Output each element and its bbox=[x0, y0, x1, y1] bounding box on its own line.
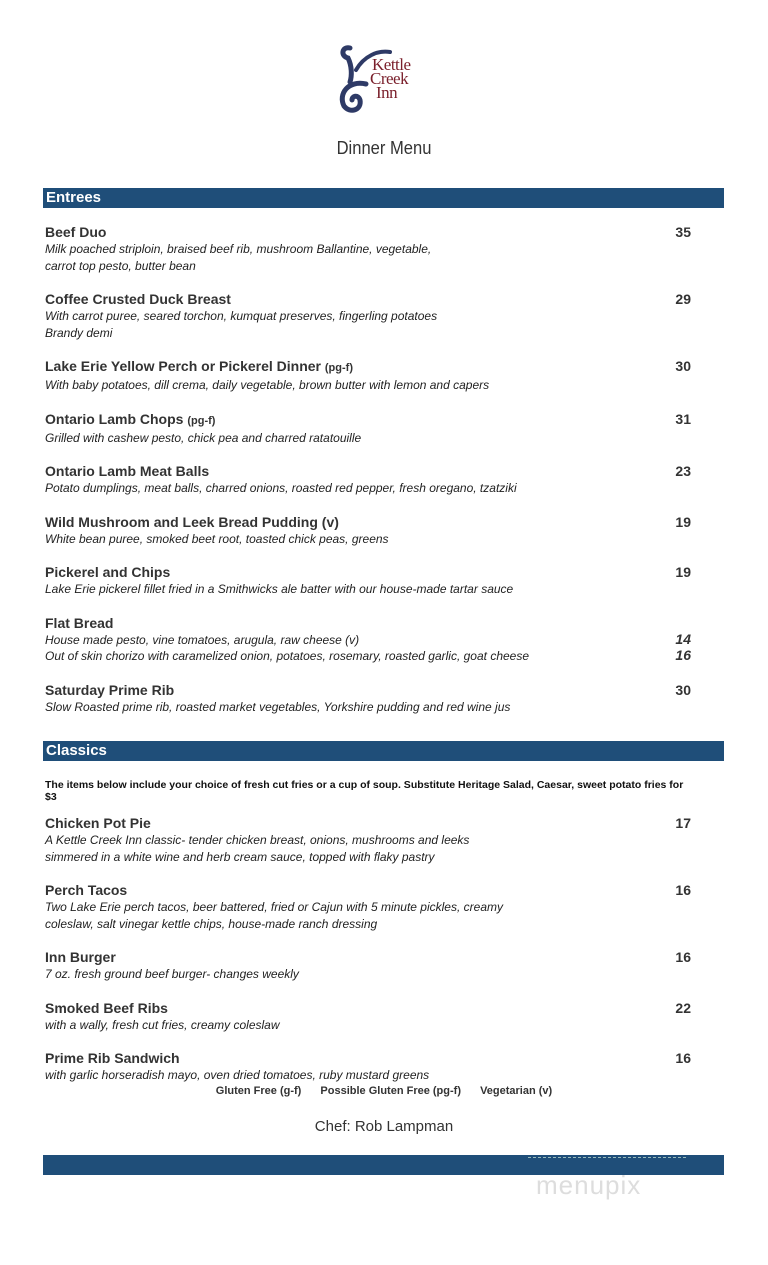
description-text: simmered in a white wine and herb cream sauce, topped with flaky pastry bbox=[45, 849, 435, 864]
menu-item bbox=[45, 291, 695, 341]
item-name bbox=[45, 291, 695, 308]
menu-item bbox=[45, 882, 695, 932]
description-text: 7 oz. fresh ground beef burger- changes weekly bbox=[45, 967, 299, 981]
entrees-list bbox=[45, 224, 695, 732]
variant-price: 14 bbox=[675, 630, 691, 647]
classics-note: The items below include your choice of fresh cut fries or a cup of soup. Substitute Heritage Salad, Caesar, sweet potato fries for $3 bbox=[45, 779, 684, 803]
menu-item bbox=[45, 224, 695, 274]
item-description bbox=[45, 480, 695, 497]
item-price: 31 bbox=[675, 410, 691, 427]
logo-line: Kettle bbox=[372, 55, 411, 74]
description-text: Out of skin chorizo with caramelized onion, potatoes, rosemary, roasted garlic, goat cheese bbox=[45, 649, 530, 663]
item-name-text: Inn Burger bbox=[45, 949, 116, 965]
item-price: 16 bbox=[675, 1050, 691, 1066]
description-text: Slow Roasted prime rib, roasted market vegetables, Yorkshire pudding and red wine jus bbox=[45, 699, 511, 714]
item-price: 29 bbox=[675, 291, 691, 307]
watermark-border bbox=[528, 1157, 686, 1158]
dietary-tag: (pg-f) bbox=[187, 414, 216, 427]
item-name-text: Lake Erie Yellow Perch or Pickerel Dinner bbox=[45, 358, 321, 374]
chef-credit: Chef: Rob Lampman bbox=[314, 1118, 454, 1135]
item-name-text: Ontario Lamb Meat Balls bbox=[45, 463, 210, 479]
description-text: With carrot puree, seared torchon, kumquat preserves, fingerling potatoes bbox=[45, 309, 438, 323]
variant-price: 16 bbox=[675, 647, 691, 663]
item-price: 16 bbox=[675, 882, 691, 898]
item-description bbox=[45, 308, 695, 325]
logo-text bbox=[370, 55, 411, 102]
legend-item: Gluten Free (g-f) bbox=[215, 1085, 302, 1097]
legend-item: Vegetarian (v) bbox=[480, 1085, 553, 1097]
item-name bbox=[45, 411, 695, 430]
item-name bbox=[45, 882, 695, 899]
item-name bbox=[45, 358, 695, 377]
item-price: 30 bbox=[675, 358, 691, 374]
dietary-legend bbox=[0, 1085, 768, 1097]
description-text: Milk poached striploin, braised beef rib, mushroom Ballantine, vegetable, bbox=[45, 242, 432, 256]
menu-item bbox=[45, 514, 695, 548]
menu-item bbox=[45, 1000, 695, 1034]
logo-line: Creek bbox=[370, 69, 409, 88]
menu-item bbox=[45, 463, 695, 497]
item-description bbox=[45, 258, 695, 275]
menu-item bbox=[45, 949, 695, 983]
item-name-text: Prime Rib Sandwich bbox=[45, 1050, 180, 1066]
menu-item bbox=[45, 815, 695, 865]
item-description bbox=[45, 430, 695, 447]
item-price: 19 bbox=[675, 564, 691, 580]
description-text: Two Lake Erie perch tacos, beer battered, fried or Cajun with 5 minute pickles, creamy bbox=[45, 900, 503, 914]
legend-item: Possible Gluten Free (pg-f) bbox=[320, 1085, 461, 1097]
item-price: 22 bbox=[675, 999, 691, 1016]
item-name bbox=[45, 949, 695, 966]
item-description bbox=[45, 832, 695, 849]
item-name bbox=[45, 463, 695, 480]
item-name bbox=[45, 1000, 695, 1017]
item-price: 17 bbox=[675, 815, 691, 831]
item-description bbox=[45, 699, 695, 716]
description-text: Lake Erie pickerel fillet fried in a Smithwicks ale batter with our house-made tartar sauce bbox=[45, 582, 514, 596]
menu-item bbox=[45, 682, 695, 716]
item-description bbox=[45, 1017, 695, 1034]
item-name-text: Wild Mushroom and Leek Bread Pudding (v) bbox=[45, 513, 339, 530]
description-text: with a wally, fresh cut fries, creamy coleslaw bbox=[45, 1017, 280, 1032]
item-price: 35 bbox=[675, 224, 691, 240]
description-text: Grilled with cashew pesto, chick pea and charred ratatouille bbox=[45, 430, 362, 445]
item-name-text: Smoked Beef Ribs bbox=[45, 999, 168, 1016]
item-description bbox=[45, 377, 695, 394]
item-description bbox=[45, 899, 695, 916]
menu-item bbox=[45, 1050, 695, 1084]
dietary-tag: (pg-f) bbox=[324, 362, 353, 374]
item-description bbox=[45, 849, 695, 866]
item-price: 19 bbox=[675, 513, 691, 530]
page-title: Dinner Menu bbox=[336, 138, 432, 158]
description-text: House made pesto, vine tomatoes, arugula, raw cheese (v) bbox=[45, 632, 360, 647]
description-text: Potato dumplings, meat balls, charred onions, roasted red pepper, fresh oregano, tzatziki bbox=[45, 481, 517, 495]
item-name bbox=[45, 514, 695, 531]
item-name-text: Chicken Pot Pie bbox=[45, 815, 151, 831]
item-name-text: Beef Duo bbox=[45, 224, 107, 240]
item-name-text: Ontario Lamb Chops bbox=[45, 410, 184, 427]
item-name-text: Coffee Crusted Duck Breast bbox=[45, 291, 231, 307]
item-name bbox=[45, 564, 695, 581]
item-name bbox=[45, 615, 695, 632]
item-name-text: Pickerel and Chips bbox=[45, 564, 171, 580]
item-price: 23 bbox=[675, 463, 691, 479]
item-name-text: Saturday Prime Rib bbox=[45, 681, 175, 698]
item-name bbox=[45, 1050, 695, 1067]
item-name-text: Perch Tacos bbox=[45, 882, 128, 898]
item-description bbox=[45, 648, 695, 665]
menu-item bbox=[45, 358, 695, 394]
item-description bbox=[45, 632, 695, 649]
classics-heading: Classics bbox=[43, 741, 724, 761]
entrees-heading: Entrees bbox=[43, 188, 724, 208]
description-text: A Kettle Creek Inn classic- tender chicken breast, onions, mushrooms and leeks bbox=[45, 833, 470, 847]
item-description bbox=[45, 531, 695, 548]
item-description bbox=[45, 581, 695, 598]
description-text: White bean puree, smoked beet root, toasted chick peas, greens bbox=[45, 531, 389, 546]
item-description bbox=[45, 966, 695, 983]
description-text: coleslaw, salt vinegar kettle chips, house-made ranch dressing bbox=[45, 916, 378, 931]
item-name bbox=[45, 815, 695, 832]
item-description bbox=[45, 325, 695, 342]
item-name-text: Flat Bread bbox=[45, 614, 114, 631]
description-text: with garlic horseradish mayo, oven dried tomatoes, ruby mustard greens bbox=[45, 1068, 430, 1082]
item-price: 16 bbox=[675, 949, 691, 965]
item-description bbox=[45, 241, 695, 258]
classics-list bbox=[45, 779, 695, 1101]
description-text: With baby potatoes, dill crema, daily vegetable, brown butter with lemon and capers bbox=[45, 378, 490, 392]
menu-item bbox=[45, 615, 695, 665]
item-name bbox=[45, 682, 695, 699]
item-name bbox=[45, 224, 695, 241]
logo-line: Inn bbox=[376, 83, 398, 102]
item-price: 30 bbox=[675, 681, 691, 698]
menu-item bbox=[45, 564, 695, 598]
description-text: Brandy demi bbox=[45, 325, 113, 340]
item-description bbox=[45, 1067, 695, 1084]
item-description bbox=[45, 916, 695, 933]
watermark: menupix bbox=[536, 1170, 642, 1200]
description-text: carrot top pesto, butter bean bbox=[45, 258, 196, 273]
menu-item bbox=[45, 411, 695, 447]
